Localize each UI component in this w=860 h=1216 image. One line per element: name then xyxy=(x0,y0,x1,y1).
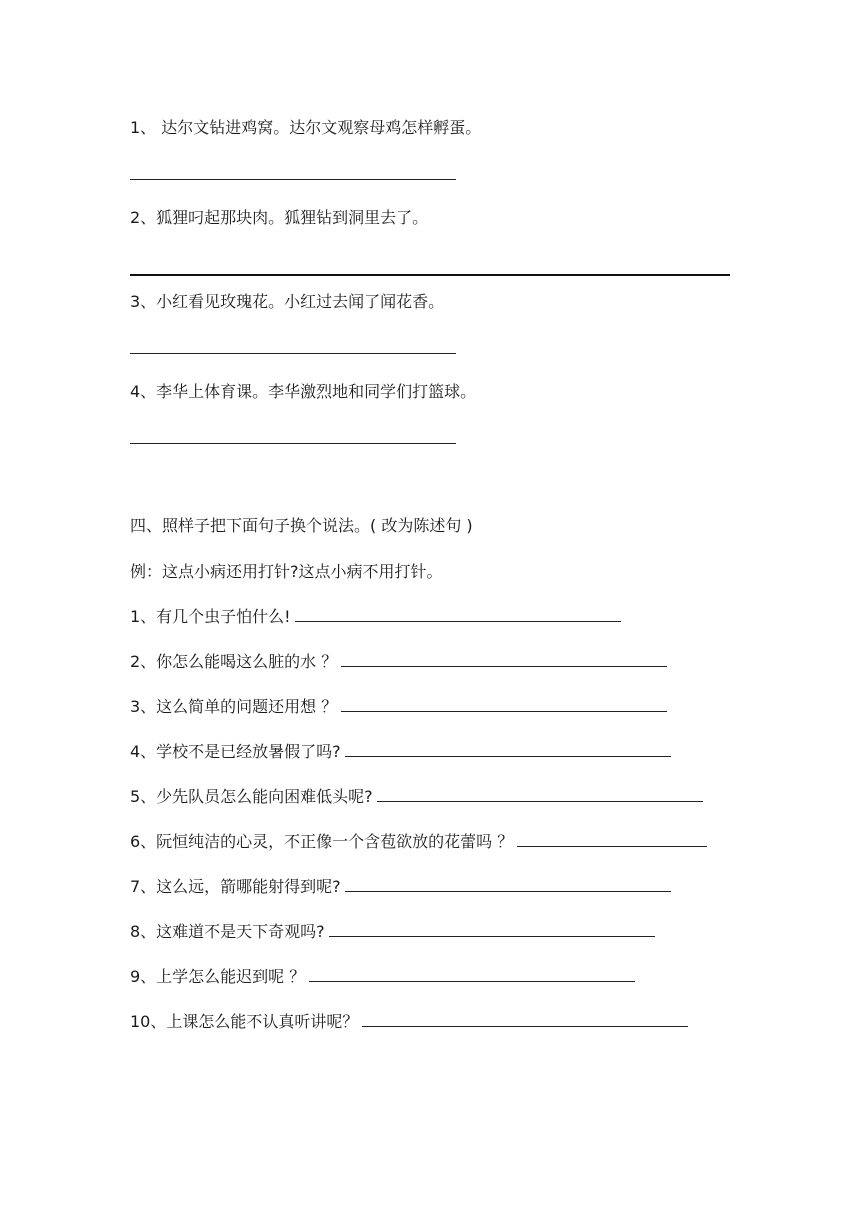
s4-answer-line-5[interactable] xyxy=(377,787,703,802)
s3-item-2: 2、狐狸叼起那块肉。狐狸钻到洞里去了。 xyxy=(130,208,429,227)
s3-item-3: 3、小红看见玫瑰花。小红过去闻了闻花香。 xyxy=(130,292,445,311)
s4-example: 例：这点小病还用打针?这点小病不用打针。 xyxy=(130,562,443,581)
s3-answer-line-3[interactable] xyxy=(130,353,456,354)
s4-item-1-text: 1、有几个虫子怕什么! xyxy=(130,607,291,626)
s4-answer-line-3[interactable] xyxy=(341,697,667,712)
s4-answer-line-8[interactable] xyxy=(329,922,655,937)
s4-item-1 xyxy=(130,607,621,627)
s4-item-4-text: 4、学校不是已经放暑假了吗? xyxy=(130,742,341,761)
s3-answer-line-4[interactable] xyxy=(130,443,456,444)
s4-heading: 四、照样子把下面句子换个说法。( 改为陈述句 ) xyxy=(130,516,473,535)
s4-item-9-text: 9、上学怎么能迟到呢 ？ xyxy=(130,967,306,986)
s3-item-4: 4、李华上体育课。李华激烈地和同学们打篮球。 xyxy=(130,382,477,401)
s3-answer-line-1[interactable] xyxy=(130,179,456,180)
s3-item-1: 1、 达尔文钻进鸡窝。达尔文观察母鸡怎样孵蛋。 xyxy=(130,118,482,137)
s4-answer-line-9[interactable] xyxy=(309,967,635,982)
s4-item-3-text: 3、这么简单的问题还用想 ？ xyxy=(130,697,338,716)
s4-item-9 xyxy=(130,967,635,987)
s4-item-2-text: 2、你怎么能喝这么脏的水 ？ xyxy=(130,652,338,671)
s4-item-6-text: 6、阮恒纯洁的心灵，不正像一个含苞欲放的花蕾吗 ？ xyxy=(130,832,514,851)
s4-item-6 xyxy=(130,832,707,852)
s4-answer-line-6[interactable] xyxy=(517,832,707,847)
s4-answer-line-4[interactable] xyxy=(345,742,671,757)
s4-item-5 xyxy=(130,787,703,807)
s4-item-10-text: 10、上课怎么能不认真听讲呢？ xyxy=(130,1012,359,1031)
s4-item-8-text: 8、这难道不是天下奇观吗? xyxy=(130,922,325,941)
s4-item-3 xyxy=(130,697,667,717)
s4-item-10 xyxy=(130,1012,688,1032)
s4-item-7-text: 7、这么远，箭哪能射得到呢? xyxy=(130,877,341,896)
s3-answer-line-2[interactable] xyxy=(130,274,730,276)
s4-item-2 xyxy=(130,652,667,672)
s4-item-4 xyxy=(130,742,671,762)
s4-answer-line-1[interactable] xyxy=(295,607,621,622)
s4-answer-line-10[interactable] xyxy=(362,1012,688,1027)
s4-item-5-text: 5、少先队员怎么能向困难低头呢? xyxy=(130,787,373,806)
s4-answer-line-2[interactable] xyxy=(341,652,667,667)
s4-item-8 xyxy=(130,922,655,942)
s4-item-7 xyxy=(130,877,671,897)
s4-answer-line-7[interactable] xyxy=(345,877,671,892)
